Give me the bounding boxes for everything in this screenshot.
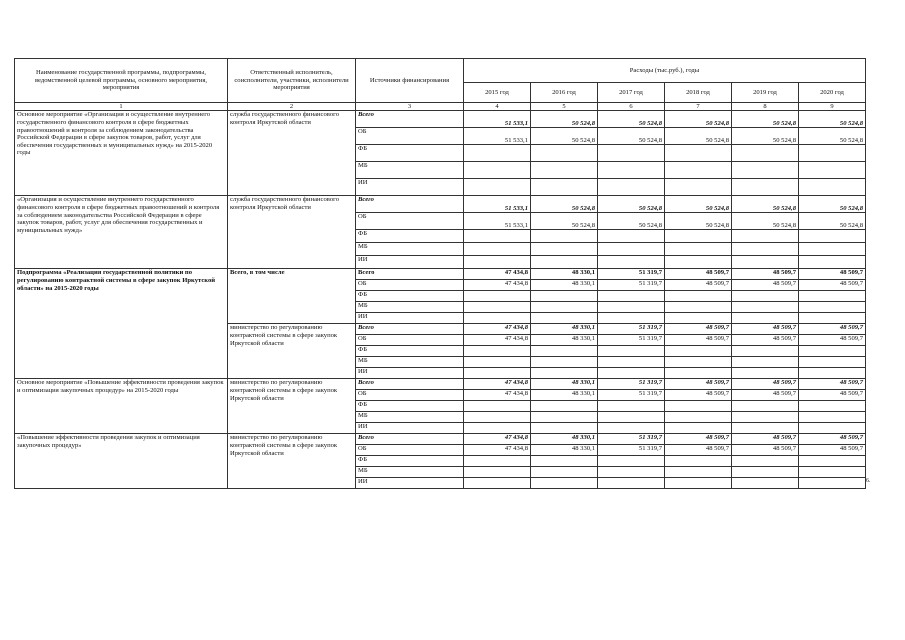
funding-source: ОБ — [356, 213, 464, 230]
amount-cell: 48 509,7 — [732, 434, 799, 445]
event-name: «Организация и осуществление внутреннего государственного финансового контроля в сфере бюджетных правоотношений и контроля за соблюдением законодательства Российской Федерации в сфере закупок товаров, работ, услуг для обеспечения государственных и муниципальных нужд» — [15, 196, 228, 269]
amount-cell — [464, 230, 531, 243]
amount-cell: 48 330,1 — [531, 445, 598, 456]
funding-source: ОБ — [356, 128, 464, 145]
amount-cell — [531, 357, 598, 368]
amount-cell: 51 319,7 — [598, 335, 665, 346]
column-number: 3 — [356, 103, 464, 111]
main-event-name: Основное мероприятие «Повышение эффективности проведения закупок и оптимизация закупочных процедур» на 2015-2020 годы — [15, 379, 228, 434]
amount-cell: 51 319,7 — [598, 269, 665, 280]
amount-cell — [665, 423, 732, 434]
amount-cell — [732, 145, 799, 162]
column-number: 5 — [531, 103, 598, 111]
amount-cell: 50 524,8 — [665, 111, 732, 128]
amount-cell: 48 509,7 — [799, 324, 866, 335]
funding-source: ИИ — [356, 256, 464, 269]
amount-cell: 51 319,7 — [598, 434, 665, 445]
funding-source: ФБ — [356, 230, 464, 243]
amount-cell: 48 509,7 — [732, 280, 799, 291]
amount-cell — [732, 313, 799, 324]
funding-source: МБ — [356, 412, 464, 423]
amount-cell — [531, 291, 598, 302]
funding-source: ОБ — [356, 280, 464, 291]
funding-source: ОБ — [356, 335, 464, 346]
header-program-name: Наименование государственной программы, подпрограммы, ведомственной целевой программы, основного мероприятия, мероприятия — [15, 59, 228, 103]
amount-cell: 48 509,7 — [665, 390, 732, 401]
amount-cell — [732, 256, 799, 269]
amount-cell — [799, 357, 866, 368]
amount-cell — [799, 162, 866, 179]
amount-cell: 50 524,8 — [598, 128, 665, 145]
header-year: 2015 год — [464, 83, 531, 103]
amount-cell — [531, 256, 598, 269]
amount-cell — [665, 179, 732, 196]
amount-cell — [531, 145, 598, 162]
amount-cell — [732, 467, 799, 478]
amount-cell — [665, 412, 732, 423]
amount-cell — [598, 467, 665, 478]
responsible-executor: служба государственного финансового контроля Иркутской области — [228, 111, 356, 196]
event-name: «Повышение эффективности проведения закупок и оптимизация закупочных процедур» — [15, 434, 228, 489]
funding-source: ИИ — [356, 368, 464, 379]
amount-cell: 48 509,7 — [799, 335, 866, 346]
amount-cell — [464, 423, 531, 434]
amount-cell — [665, 357, 732, 368]
amount-cell — [464, 357, 531, 368]
amount-cell: 47 434,8 — [464, 379, 531, 390]
amount-cell — [464, 346, 531, 357]
amount-cell: 48 509,7 — [665, 324, 732, 335]
amount-cell — [732, 357, 799, 368]
amount-cell: 51 533,1 — [464, 213, 531, 230]
amount-cell — [799, 302, 866, 313]
amount-cell: 50 524,8 — [598, 111, 665, 128]
amount-cell — [799, 230, 866, 243]
amount-cell: 47 434,8 — [464, 324, 531, 335]
amount-cell — [531, 412, 598, 423]
amount-cell — [799, 313, 866, 324]
column-number: 9 — [799, 103, 866, 111]
amount-cell — [732, 162, 799, 179]
amount-cell — [799, 456, 866, 467]
header-year: 2017 год — [598, 83, 665, 103]
amount-cell — [598, 243, 665, 256]
amount-cell — [732, 456, 799, 467]
amount-cell — [598, 162, 665, 179]
funding-source: ИИ — [356, 478, 464, 489]
amount-cell: 47 434,8 — [464, 445, 531, 456]
amount-cell — [464, 478, 531, 489]
amount-cell: 50 524,8 — [598, 196, 665, 213]
amount-cell: 50 524,8 — [799, 111, 866, 128]
header-year: 2020 год — [799, 83, 866, 103]
amount-cell — [665, 243, 732, 256]
amount-cell — [665, 401, 732, 412]
amount-cell: 50 524,8 — [732, 213, 799, 230]
amount-cell: 51 319,7 — [598, 280, 665, 291]
amount-cell — [598, 291, 665, 302]
amount-cell — [464, 291, 531, 302]
subprogram-name: Подпрограмма «Реализация государственной политики по регулированию контрактной системы в сфере закупок Иркутской области» на 2015-2020 годы — [15, 269, 228, 379]
amount-cell — [464, 243, 531, 256]
amount-cell: 50 524,8 — [799, 128, 866, 145]
amount-cell: 48 509,7 — [732, 269, 799, 280]
amount-cell: 47 434,8 — [464, 434, 531, 445]
amount-cell: 50 524,8 — [799, 213, 866, 230]
budget-table — [14, 58, 866, 489]
header-year: 2016 год — [531, 83, 598, 103]
amount-cell — [665, 346, 732, 357]
amount-cell — [732, 302, 799, 313]
amount-cell: 48 509,7 — [665, 280, 732, 291]
amount-cell — [799, 145, 866, 162]
amount-cell: 48 509,7 — [799, 379, 866, 390]
budget-table-sheet — [14, 58, 866, 489]
funding-source: ОБ — [356, 390, 464, 401]
funding-source: МБ — [356, 302, 464, 313]
funding-source: ИИ — [356, 313, 464, 324]
header-year: 2018 год — [665, 83, 732, 103]
funding-source: ФБ — [356, 145, 464, 162]
funding-source: ФБ — [356, 346, 464, 357]
funding-source: ОБ — [356, 445, 464, 456]
amount-cell — [598, 302, 665, 313]
amount-cell — [598, 346, 665, 357]
amount-cell — [464, 313, 531, 324]
amount-cell: 48 330,1 — [531, 335, 598, 346]
funding-source: Всего — [356, 111, 464, 128]
amount-cell: 48 330,1 — [531, 379, 598, 390]
amount-cell — [732, 478, 799, 489]
amount-cell: 48 509,7 — [732, 445, 799, 456]
amount-cell: 51 319,7 — [598, 390, 665, 401]
amount-cell — [799, 423, 866, 434]
amount-cell — [665, 478, 732, 489]
amount-cell — [799, 478, 866, 489]
amount-cell: 48 509,7 — [732, 379, 799, 390]
amount-cell — [665, 302, 732, 313]
amount-cell: 48 509,7 — [665, 434, 732, 445]
amount-cell — [531, 313, 598, 324]
responsible-executor: министерство по регулированию контрактной системы в сфере закупок Иркутской области — [228, 434, 356, 489]
amount-cell: 51 533,1 — [464, 196, 531, 213]
amount-cell: 50 524,8 — [732, 111, 799, 128]
column-number: 7 — [665, 103, 732, 111]
amount-cell — [531, 478, 598, 489]
amount-cell — [665, 145, 732, 162]
amount-cell: 47 434,8 — [464, 269, 531, 280]
amount-cell — [665, 230, 732, 243]
responsible-executor: служба государственного финансового контроля Иркутской области — [228, 196, 356, 269]
column-number: 2 — [228, 103, 356, 111]
amount-cell: 48 330,1 — [531, 269, 598, 280]
amount-cell — [464, 467, 531, 478]
responsible-executor: министерство по регулированию контрактной системы в сфере закупок Иркутской области — [228, 324, 356, 379]
amount-cell — [598, 145, 665, 162]
amount-cell — [665, 368, 732, 379]
amount-cell — [799, 346, 866, 357]
amount-cell: 50 524,8 — [799, 196, 866, 213]
amount-cell — [464, 256, 531, 269]
funding-source: ФБ — [356, 456, 464, 467]
amount-cell — [598, 313, 665, 324]
amount-cell: 50 524,8 — [531, 128, 598, 145]
amount-cell — [464, 401, 531, 412]
funding-source: МБ — [356, 243, 464, 256]
amount-cell: 48 509,7 — [799, 390, 866, 401]
amount-cell — [732, 368, 799, 379]
responsible-executor: Всего, в том числе — [228, 269, 356, 324]
funding-source: Всего — [356, 324, 464, 335]
amount-cell: 48 509,7 — [665, 269, 732, 280]
amount-cell — [732, 412, 799, 423]
funding-source: МБ — [356, 162, 464, 179]
amount-cell — [665, 313, 732, 324]
amount-cell — [799, 467, 866, 478]
amount-cell — [598, 423, 665, 434]
amount-cell: 48 330,1 — [531, 280, 598, 291]
header-sources: Источники финансирования — [356, 59, 464, 103]
amount-cell — [732, 179, 799, 196]
amount-cell — [799, 256, 866, 269]
amount-cell — [531, 302, 598, 313]
program-name: Основное мероприятие «Организация и осуществление внутреннего государственного финансового контроля в сфере бюджетных правоотношений и контроля за соблюдением законодательства Российской Федерации в сфере закупок товаров, работ, услуг для обеспечения государственных и муниципальных нужд» на 2015-2020 годы — [15, 111, 228, 196]
amount-cell — [531, 467, 598, 478]
amount-cell — [464, 179, 531, 196]
amount-cell: 50 524,8 — [531, 111, 598, 128]
amount-cell — [464, 456, 531, 467]
funding-source: Всего — [356, 434, 464, 445]
amount-cell: 51 319,7 — [598, 324, 665, 335]
amount-cell: 51 319,7 — [598, 379, 665, 390]
amount-cell: 48 509,7 — [732, 390, 799, 401]
funding-source: Всего — [356, 269, 464, 280]
amount-cell — [665, 291, 732, 302]
column-number: 6 — [598, 103, 665, 111]
amount-cell: 48 509,7 — [799, 280, 866, 291]
funding-source: МБ — [356, 467, 464, 478]
column-number: 1 — [15, 103, 228, 111]
amount-cell — [598, 230, 665, 243]
amount-cell — [598, 357, 665, 368]
amount-cell: 48 330,1 — [531, 390, 598, 401]
amount-cell: 47 434,8 — [464, 390, 531, 401]
amount-cell — [732, 291, 799, 302]
amount-cell — [732, 230, 799, 243]
amount-cell — [665, 162, 732, 179]
amount-cell — [531, 243, 598, 256]
amount-cell — [531, 368, 598, 379]
amount-cell: 48 330,1 — [531, 434, 598, 445]
amount-cell — [799, 243, 866, 256]
stray-mark: 6. — [866, 478, 871, 484]
amount-cell — [531, 401, 598, 412]
header-responsible: Ответственный исполнитель, соисполнители, участники, исполнители мероприятия — [228, 59, 356, 103]
amount-cell — [531, 179, 598, 196]
amount-cell: 48 509,7 — [665, 335, 732, 346]
amount-cell — [665, 256, 732, 269]
column-number: 8 — [732, 103, 799, 111]
amount-cell — [598, 478, 665, 489]
funding-source: Всего — [356, 379, 464, 390]
amount-cell: 50 524,8 — [598, 213, 665, 230]
amount-cell: 50 524,8 — [732, 128, 799, 145]
amount-cell — [598, 179, 665, 196]
amount-cell: 48 509,7 — [665, 379, 732, 390]
amount-cell — [732, 346, 799, 357]
amount-cell — [464, 145, 531, 162]
amount-cell: 51 319,7 — [598, 445, 665, 456]
funding-source: Всего — [356, 196, 464, 213]
amount-cell — [464, 412, 531, 423]
amount-cell: 48 509,7 — [799, 445, 866, 456]
amount-cell: 50 524,8 — [531, 213, 598, 230]
amount-cell — [531, 346, 598, 357]
amount-cell — [799, 179, 866, 196]
amount-cell — [598, 456, 665, 467]
amount-cell: 48 509,7 — [732, 335, 799, 346]
amount-cell: 48 509,7 — [665, 445, 732, 456]
funding-source: ИИ — [356, 423, 464, 434]
header-expenses: Расходы (тыс.руб.), годы — [464, 59, 866, 83]
amount-cell: 47 434,8 — [464, 335, 531, 346]
amount-cell — [531, 162, 598, 179]
amount-cell: 50 524,8 — [732, 196, 799, 213]
amount-cell: 50 524,8 — [665, 213, 732, 230]
funding-source: ИИ — [356, 179, 464, 196]
amount-cell — [799, 412, 866, 423]
amount-cell: 48 509,7 — [799, 434, 866, 445]
amount-cell — [598, 368, 665, 379]
funding-source: МБ — [356, 357, 464, 368]
amount-cell — [799, 368, 866, 379]
amount-cell — [598, 401, 665, 412]
amount-cell — [732, 243, 799, 256]
amount-cell — [531, 423, 598, 434]
amount-cell — [598, 412, 665, 423]
amount-cell — [732, 401, 799, 412]
amount-cell — [464, 302, 531, 313]
amount-cell — [531, 230, 598, 243]
amount-cell — [598, 256, 665, 269]
amount-cell — [464, 368, 531, 379]
amount-cell — [464, 162, 531, 179]
amount-cell — [799, 291, 866, 302]
amount-cell — [732, 423, 799, 434]
amount-cell — [799, 401, 866, 412]
amount-cell: 50 524,8 — [665, 128, 732, 145]
funding-source: ФБ — [356, 291, 464, 302]
column-number: 4 — [464, 103, 531, 111]
amount-cell: 48 509,7 — [732, 324, 799, 335]
funding-source: ФБ — [356, 401, 464, 412]
amount-cell: 50 524,8 — [665, 196, 732, 213]
amount-cell: 51 533,1 — [464, 128, 531, 145]
amount-cell — [531, 456, 598, 467]
amount-cell — [665, 456, 732, 467]
amount-cell — [665, 467, 732, 478]
amount-cell: 50 524,8 — [531, 196, 598, 213]
responsible-executor: министерство по регулированию контрактной системы в сфере закупок Иркутской области — [228, 379, 356, 434]
amount-cell: 47 434,8 — [464, 280, 531, 291]
amount-cell: 48 509,7 — [799, 269, 866, 280]
header-year: 2019 год — [732, 83, 799, 103]
amount-cell: 48 330,1 — [531, 324, 598, 335]
amount-cell: 51 533,1 — [464, 111, 531, 128]
